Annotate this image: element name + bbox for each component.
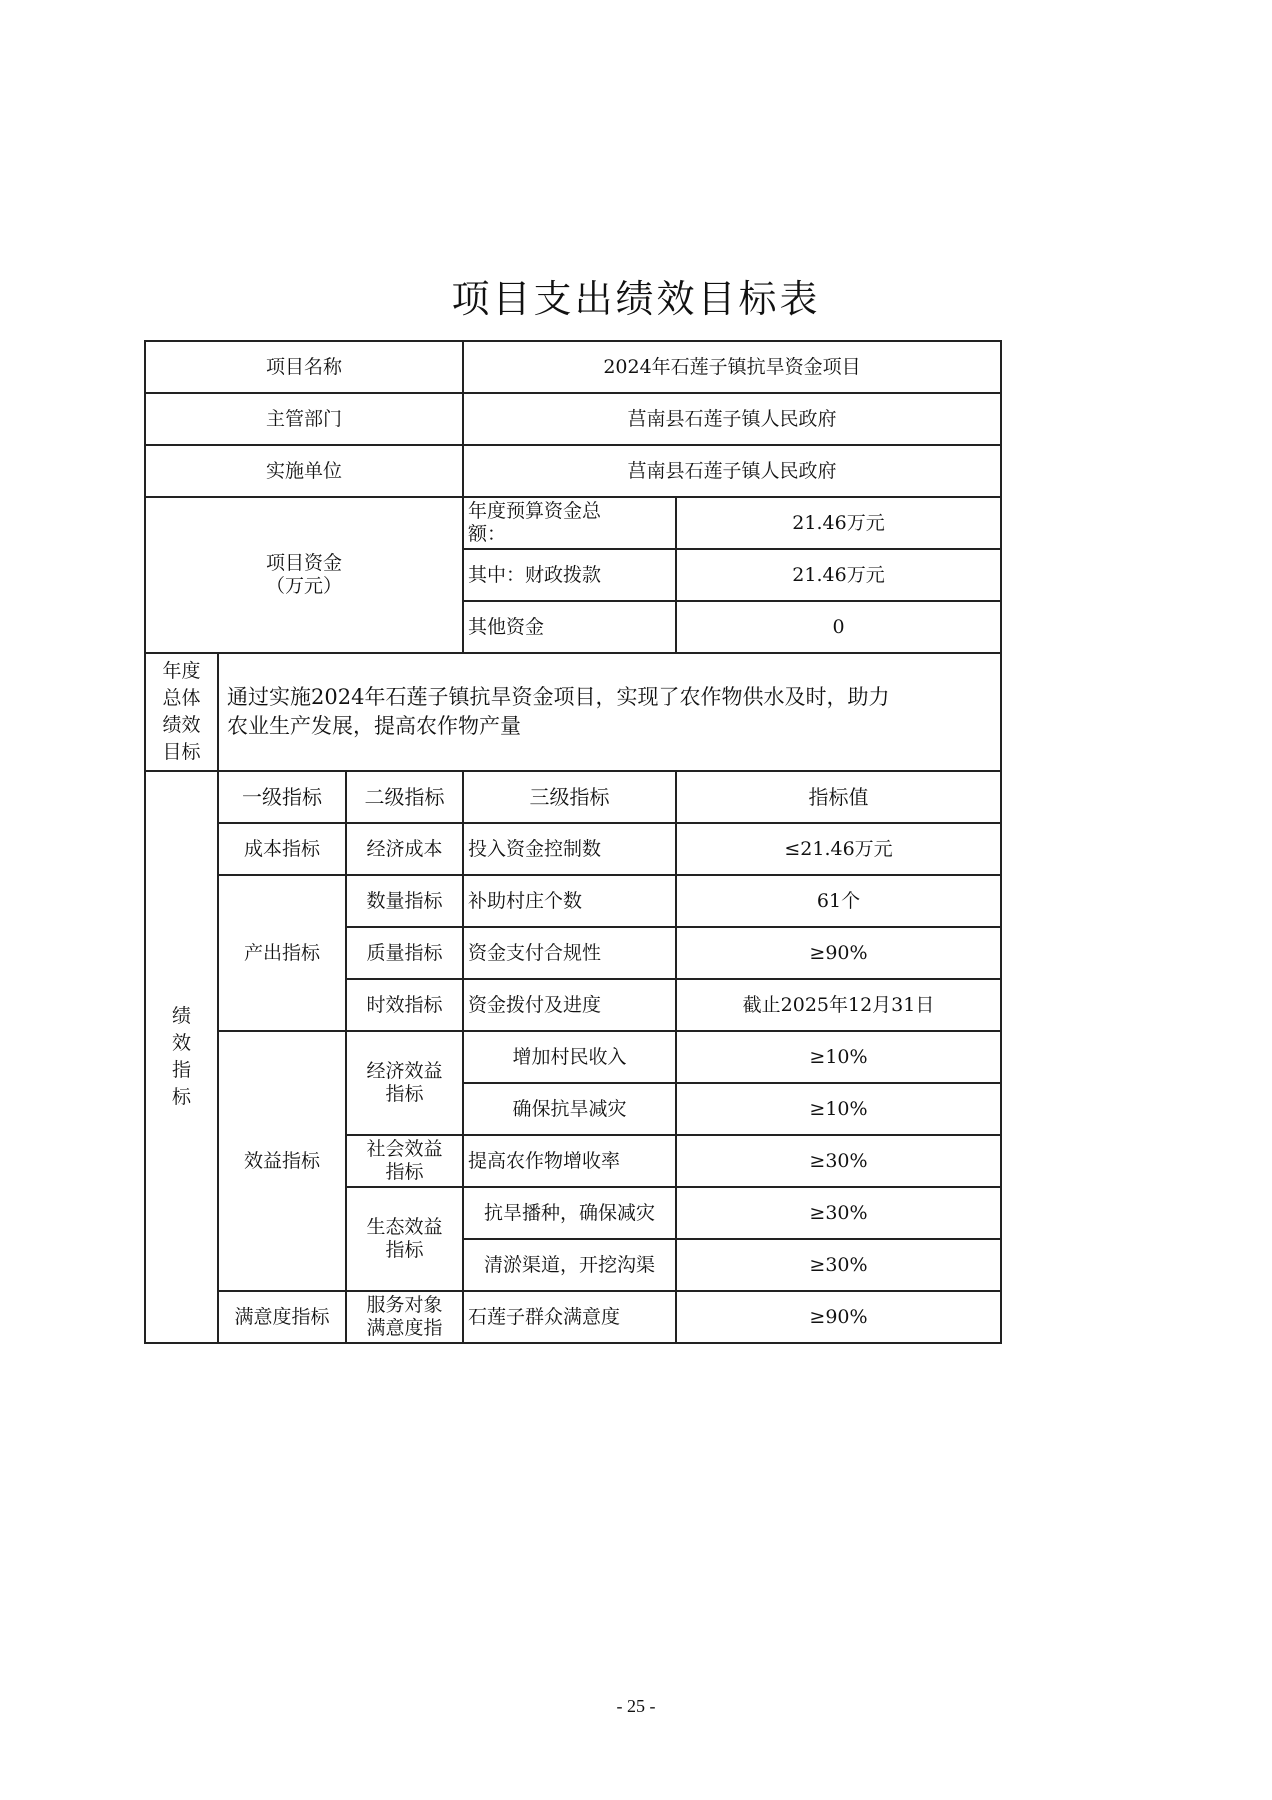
economic-benefit-level2: [346, 1031, 463, 1135]
header-level3: 三级指标: [463, 771, 676, 823]
benefit-value: ≥10%: [676, 1083, 1001, 1135]
annual-goal-label-line: 年度: [162, 660, 201, 682]
benefit-level3: 确保抗旱减灾: [463, 1083, 676, 1135]
satisfaction-level2: [346, 1291, 463, 1343]
cost-indicator-row: [145, 823, 1001, 875]
funds-total-row: [145, 497, 1001, 549]
benefit-value: ≥30%: [676, 1239, 1001, 1291]
benefit-level3: 抗旱播种，确保减灾: [463, 1187, 676, 1239]
project-name-value: 2024年石莲子镇抗旱资金项目: [463, 341, 1001, 393]
indicator-header-row: [145, 771, 1001, 823]
funds-label: [145, 497, 463, 653]
benefit-economic-row: [145, 1031, 1001, 1083]
output-value: 61个: [676, 875, 1001, 927]
implementing-unit-label: 实施单位: [145, 445, 463, 497]
cost-level2: 经济成本: [346, 823, 463, 875]
social-benefit-level2: [346, 1135, 463, 1187]
page-title: 项目支出绩效目标表: [451, 277, 821, 321]
benefit-value: ≥30%: [676, 1187, 1001, 1239]
output-level2: 时效指标: [346, 979, 463, 1031]
header-level2: 二级指标: [346, 771, 463, 823]
department-label: 主管部门: [145, 393, 463, 445]
annual-goal-label-line: 总体: [162, 687, 201, 709]
indicators-section-label: [145, 771, 218, 1343]
project-name-label: 项目名称: [145, 341, 463, 393]
output-level2: 质量指标: [346, 927, 463, 979]
performance-target-table: [144, 340, 1002, 1344]
social-benefit-level2-line2: 指标: [385, 1161, 424, 1183]
cost-level3: 投入资金控制数: [463, 823, 676, 875]
fiscal-allocation-label: 其中：财政拨款: [463, 549, 676, 601]
annual-goal-text: [218, 653, 1001, 771]
output-level1: 产出指标: [218, 875, 346, 1031]
cost-value: ≤21.46万元: [676, 823, 1001, 875]
satisfaction-level3: 石莲子群众满意度: [463, 1291, 676, 1343]
funds-label-line1: 项目资金: [265, 552, 342, 574]
department-value: 莒南县石莲子镇人民政府: [463, 393, 1001, 445]
benefit-level1: 效益指标: [218, 1031, 346, 1291]
satisfaction-value: ≥90%: [676, 1291, 1001, 1343]
output-level3: 资金拨付及进度: [463, 979, 676, 1031]
indicators-section-label-char: 绩: [171, 1005, 191, 1027]
benefit-value: ≥10%: [676, 1031, 1001, 1083]
output-value: ≥90%: [676, 927, 1001, 979]
benefit-value: ≥30%: [676, 1135, 1001, 1187]
annual-goal-label-line: 目标: [162, 741, 201, 763]
fiscal-allocation-value: 21.46万元: [676, 549, 1001, 601]
ecological-benefit-level2-line2: 指标: [385, 1239, 424, 1261]
output-level3: 补助村庄个数: [463, 875, 676, 927]
total-budget-label-line2: 额：: [468, 523, 507, 545]
satisfaction-row: [145, 1291, 1001, 1343]
department-row: [145, 393, 1001, 445]
ecological-benefit-level2-line1: 生态效益: [366, 1216, 443, 1238]
total-budget-value: 21.46万元: [676, 497, 1001, 549]
cost-level1: 成本指标: [218, 823, 346, 875]
implementing-unit-value: 莒南县石莲子镇人民政府: [463, 445, 1001, 497]
other-funds-value: 0: [676, 601, 1001, 653]
output-level2: 数量指标: [346, 875, 463, 927]
funds-label-line2: （万元）: [265, 575, 342, 597]
page-number: - 25 -: [616, 1696, 656, 1716]
annual-goal-text-line2: 农业生产发展，提高农作物产量: [227, 714, 521, 738]
satisfaction-level2-line1: 服务对象: [366, 1294, 443, 1316]
indicators-section-label-char: 指: [171, 1059, 191, 1081]
economic-benefit-level2-line2: 指标: [385, 1083, 424, 1105]
economic-benefit-level2-line1: 经济效益: [366, 1060, 443, 1082]
implementing-unit-row: [145, 445, 1001, 497]
project-name-row: [145, 341, 1001, 393]
output-level3: 资金支付合规性: [463, 927, 676, 979]
header-level1: 一级指标: [218, 771, 346, 823]
benefit-level3: 增加村民收入: [463, 1031, 676, 1083]
ecological-benefit-level2: [346, 1187, 463, 1291]
annual-goal-label: [145, 653, 218, 771]
total-budget-label-line1: 年度预算资金总: [468, 500, 602, 522]
annual-goal-row: [145, 653, 1001, 771]
satisfaction-level1: 满意度指标: [218, 1291, 346, 1343]
output-value: 截止2025年12月31日: [676, 979, 1001, 1031]
header-value: 指标值: [676, 771, 1001, 823]
benefit-level3: 提高农作物增收率: [463, 1135, 676, 1187]
total-budget-label: [463, 497, 676, 549]
satisfaction-level2-line2: 满意度指: [366, 1317, 443, 1339]
benefit-level3: 清淤渠道，开挖沟渠: [463, 1239, 676, 1291]
indicators-section-label-char: 标: [171, 1086, 191, 1108]
other-funds-label: 其他资金: [463, 601, 676, 653]
social-benefit-level2-line1: 社会效益: [366, 1138, 443, 1160]
annual-goal-label-line: 绩效: [162, 714, 201, 736]
annual-goal-text-line1: 通过实施2024年石莲子镇抗旱资金项目，实现了农作物供水及时，助力: [227, 685, 890, 709]
output-quantity-row: [145, 875, 1001, 927]
indicators-section-label-char: 效: [171, 1032, 191, 1054]
